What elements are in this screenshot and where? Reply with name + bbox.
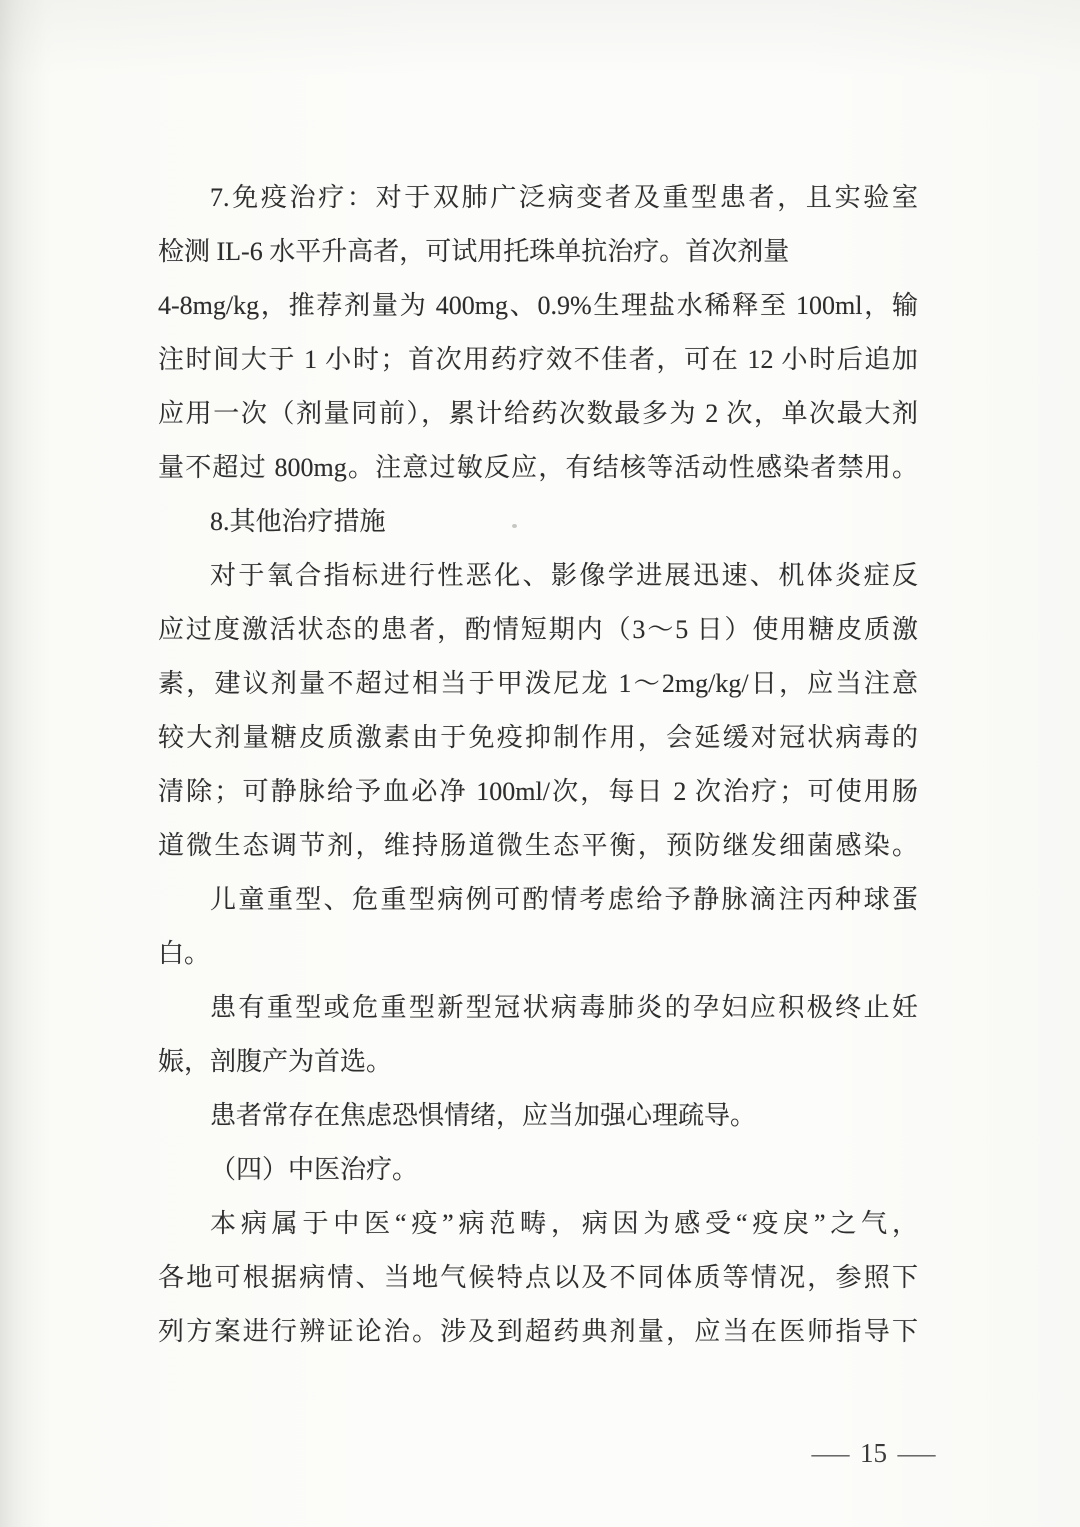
document-body: [158, 171, 918, 1359]
text-line: 白。: [158, 939, 211, 968]
text-line: 儿童重型、危重型病例可酌情考虑给予静脉滴注丙种球蛋: [210, 885, 918, 914]
text-line: 娠，剖腹产为首选。: [158, 1047, 393, 1076]
text-line: 各地可根据病情、当地气候特点以及不同体质等情况，参照下: [158, 1263, 918, 1292]
text-line: 列方案进行辨证论治。涉及到超药典剂量，应当在医师指导下: [158, 1317, 918, 1346]
text-line: 应过度激活状态的患者，酌情短期内（3～5 日）使用糖皮质激: [158, 615, 918, 644]
text-line: 素，建议剂量不超过相当于甲泼尼龙 1～2mg/kg/日，应当注意: [158, 669, 918, 698]
text-line: 较大剂量糖皮质激素由于免疫抑制作用，会延缓对冠状病毒的: [158, 723, 918, 752]
text-line: 道微生态调节剂，维持肠道微生态平衡，预防继发细菌感染。: [158, 831, 918, 860]
text-line: 7.免疫治疗：对于双肺广泛病变者及重型患者，且实验室: [210, 183, 918, 212]
text-line: 注时间大于 1 小时；首次用药疗效不佳者，可在 12 小时后追加: [158, 345, 918, 374]
text-line: 本病属于中医“疫”病范畴，病因为感受“疫戾”之气，: [210, 1209, 918, 1238]
text-line: 患有重型或危重型新型冠状病毒肺炎的孕妇应积极终止妊: [210, 993, 918, 1022]
footer-left-dash: —: [811, 1438, 850, 1468]
text-line: 4-8mg/kg，推荐剂量为 400mg、0.9%生理盐水稀释至 100ml，输: [158, 291, 918, 320]
footer-right-dash: —: [897, 1438, 936, 1468]
text-line: 对于氧合指标进行性恶化、影像学进展迅速、机体炎症反: [210, 561, 918, 590]
scan-shade-left: [0, 0, 46, 1527]
text-line: 量不超过 800mg。注意过敏反应，有结核等活动性感染者禁用。: [158, 453, 918, 482]
page-footer: [811, 1438, 936, 1469]
page-number: 15: [860, 1438, 887, 1468]
text-line: 患者常存在焦虑恐惧情绪，应当加强心理疏导。: [210, 1101, 757, 1130]
text-line: 8.其他治疗措施: [210, 507, 386, 536]
text-line: 应用一次（剂量同前），累计给药次数最多为 2 次，单次最大剂: [158, 399, 918, 428]
text-line: 检测 IL-6 水平升高者，可试用托珠单抗治疗。首次剂量: [158, 237, 790, 266]
text-line: 清除；可静脉给予血必净 100ml/次，每日 2 次治疗；可使用肠: [158, 777, 918, 806]
scan-shade-top: [0, 0, 1080, 90]
text-line: （四）中医治疗。: [210, 1155, 419, 1184]
